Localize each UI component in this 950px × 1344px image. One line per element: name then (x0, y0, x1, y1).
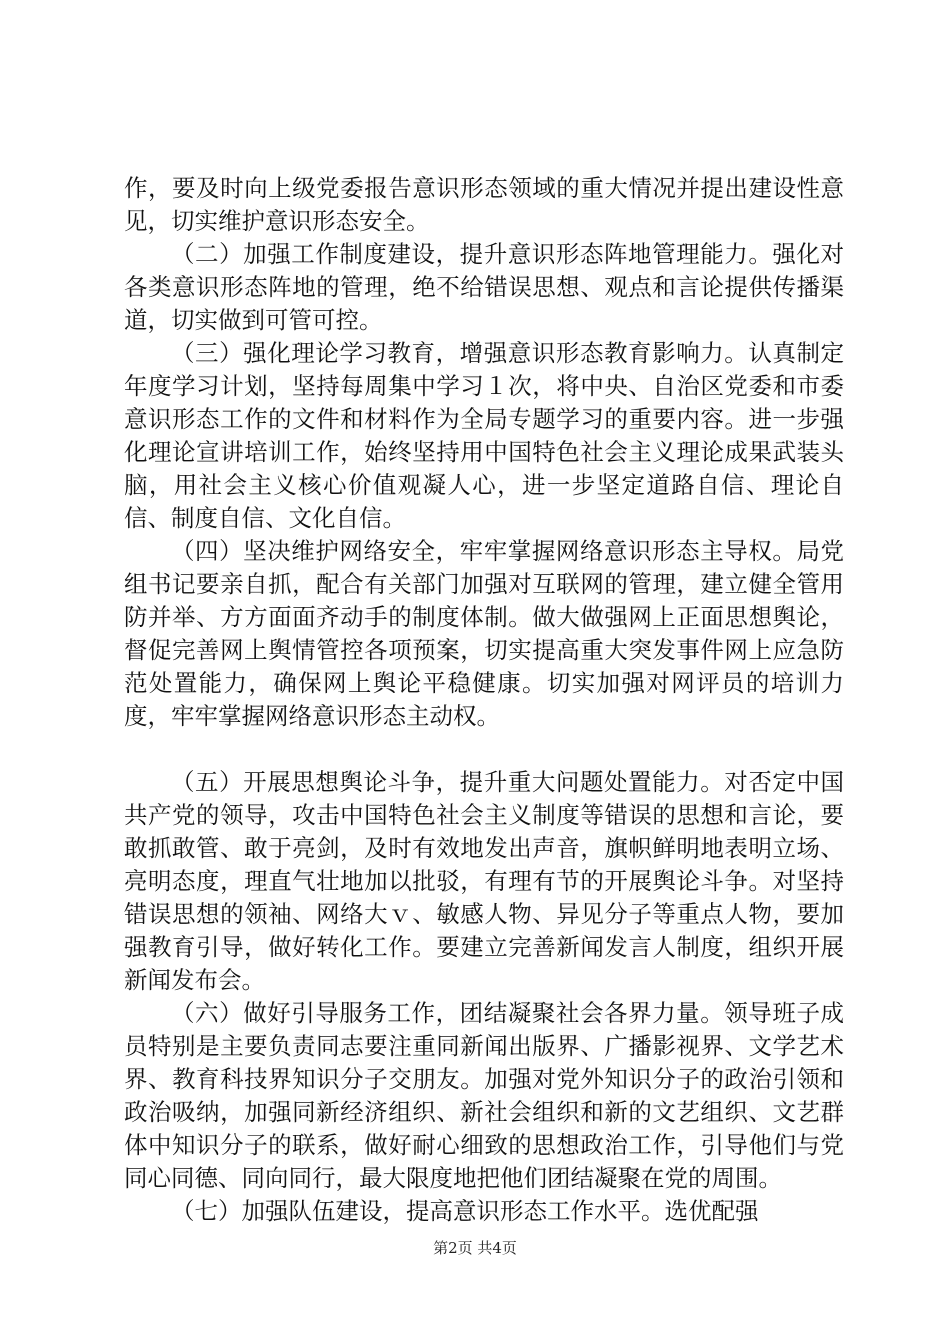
paragraph-continuation: 作，要及时向上级党委报告意识形态领域的重大情况并提出建设性意见，切实维护意识形态安全。 (124, 174, 844, 235)
page-footer: 第2页 共4页 (433, 1239, 517, 1257)
document-body (124, 172, 844, 1228)
paragraph-section-7: （七）加强队伍建设，提高意识形态工作水平。选优配强 (171, 1197, 759, 1225)
paragraph-section-2: （二）加强工作制度建设，提升意识形态阵地管理能力。强化对各类意识形态阵地的管理，绝不给错误思想、观点和言论提供传播渠道，切实做到可管可控。 (124, 240, 844, 334)
paragraph-section-4: （四）坚决维护网络安全，牢牢掌握网络意识形态主导权。局党组书记要亲自抓，配合有关部门加强对互联网的管理，建立健全管用防并举、方方面面齐动手的制度体制。做大做强网上正面思想舆论，督促完善网上舆情管控各项预案，切实提高重大突发事件网上应急防范处置能力，确保网上舆论平稳健康。切实加强对网评员的培训力度，牢牢掌握网络意识形态主动权。 (124, 537, 844, 730)
paragraph-section-6: （六）做好引导服务工作，团结凝聚社会各界力量。领导班子成员特别是主要负责同志要注重同新闻出版界、广播影视界、文学艺术界、教育科技界知识分子交朋友。加强对党外知识分子的政治引领和政治吸纳，加强同新经济组织、新社会组织和新的文艺组织、文艺群体中知识分子的联系，做好耐心细致的思想政治工作，引导他们与党同心同德、同向同行，最大限度地把他们团结凝聚在党的周围。 (124, 999, 844, 1192)
paragraph-section-3: （三）强化理论学习教育，增强意识形态教育影响力。认真制定年度学习计划，坚持每周集中学习１次，将中央、自治区党委和市委意识形态工作的文件和材料作为全局专题学习的重要内容。进一步强化理论宣讲培训工作，始终坚持用中国特色社会主义理论成果武装头脑，用社会主义核心价值观凝人心，进一步坚定道路自信、理论自信、制度自信、文化自信。 (124, 339, 844, 532)
paragraph-section-5: （五）开展思想舆论斗争，提升重大问题处置能力。对否定中国共产党的领导，攻击中国特色社会主义制度等错误的思想和言论，要敢抓敢管、敢于亮剑，及时有效地发出声音，旗帜鲜明地表明立场、亮明态度，理直气壮地加以批驳，有理有节的开展舆论斗争。对坚持错误思想的领袖、网络大ｖ、敏感人物、异见分子等重点人物，要加强教育引导，做好转化工作。要建立完善新闻发言人制度，组织开展新闻发布会。 (124, 768, 844, 994)
